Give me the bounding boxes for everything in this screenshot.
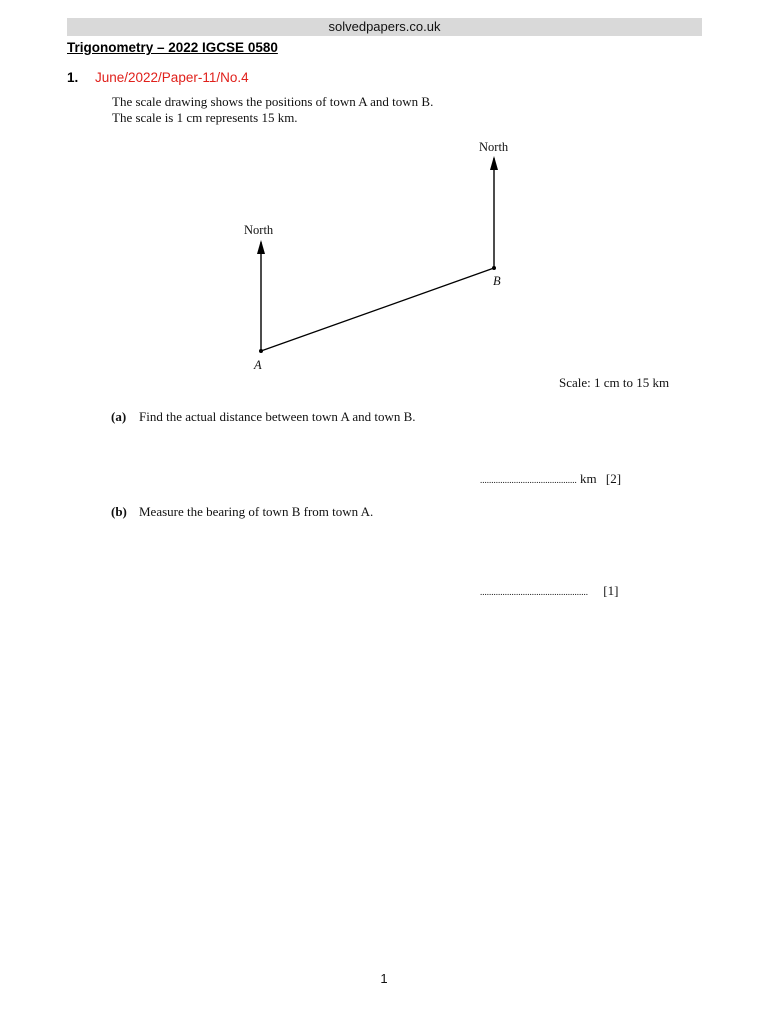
question-source: June/2022/Paper-11/No.4 — [95, 70, 249, 85]
part-b — [111, 504, 373, 520]
part-b-marks: [1] — [603, 583, 619, 598]
part-a-answer-line[interactable] — [480, 471, 621, 487]
part-a-unit: km — [580, 471, 597, 486]
part-a-marks: [2] — [605, 471, 622, 486]
page-number: 1 — [380, 971, 388, 986]
scale-drawing — [0, 0, 768, 420]
question-intro-line-2: The scale is 1 cm represents 15 km. — [112, 110, 298, 125]
town-a-point — [259, 349, 263, 353]
line-a-to-b — [261, 268, 494, 351]
part-a-text: Find the actual distance between town A and town B. — [139, 409, 416, 424]
question-number: 1. — [67, 70, 79, 85]
town-a-label: A — [254, 358, 262, 372]
question-intro-line-1: The scale drawing shows the positions of town A and town B. — [112, 94, 434, 109]
north-arrowhead-a — [257, 240, 265, 254]
north-arrowhead-b — [490, 156, 498, 170]
north-label-b: North — [479, 140, 509, 154]
part-b-text: Measure the bearing of town B from town A. — [139, 504, 374, 519]
scale-label: Scale: 1 cm to 15 km — [559, 375, 670, 390]
part-b-label: (b) — [111, 504, 127, 519]
part-b-answer-dots: ................................................ — [480, 587, 588, 597]
town-b-label: B — [493, 274, 501, 288]
part-a-label: (a) — [111, 409, 127, 424]
topic-title: Trigonometry – 2022 IGCSE 0580 — [67, 40, 278, 55]
part-b-answer-line[interactable] — [480, 583, 618, 599]
north-label-a: North — [244, 223, 274, 237]
part-a — [111, 409, 416, 425]
town-b-point — [492, 266, 496, 270]
site-name: solvedpapers.co.uk — [328, 19, 441, 34]
part-a-answer-dots: ........................................... — [480, 475, 577, 485]
